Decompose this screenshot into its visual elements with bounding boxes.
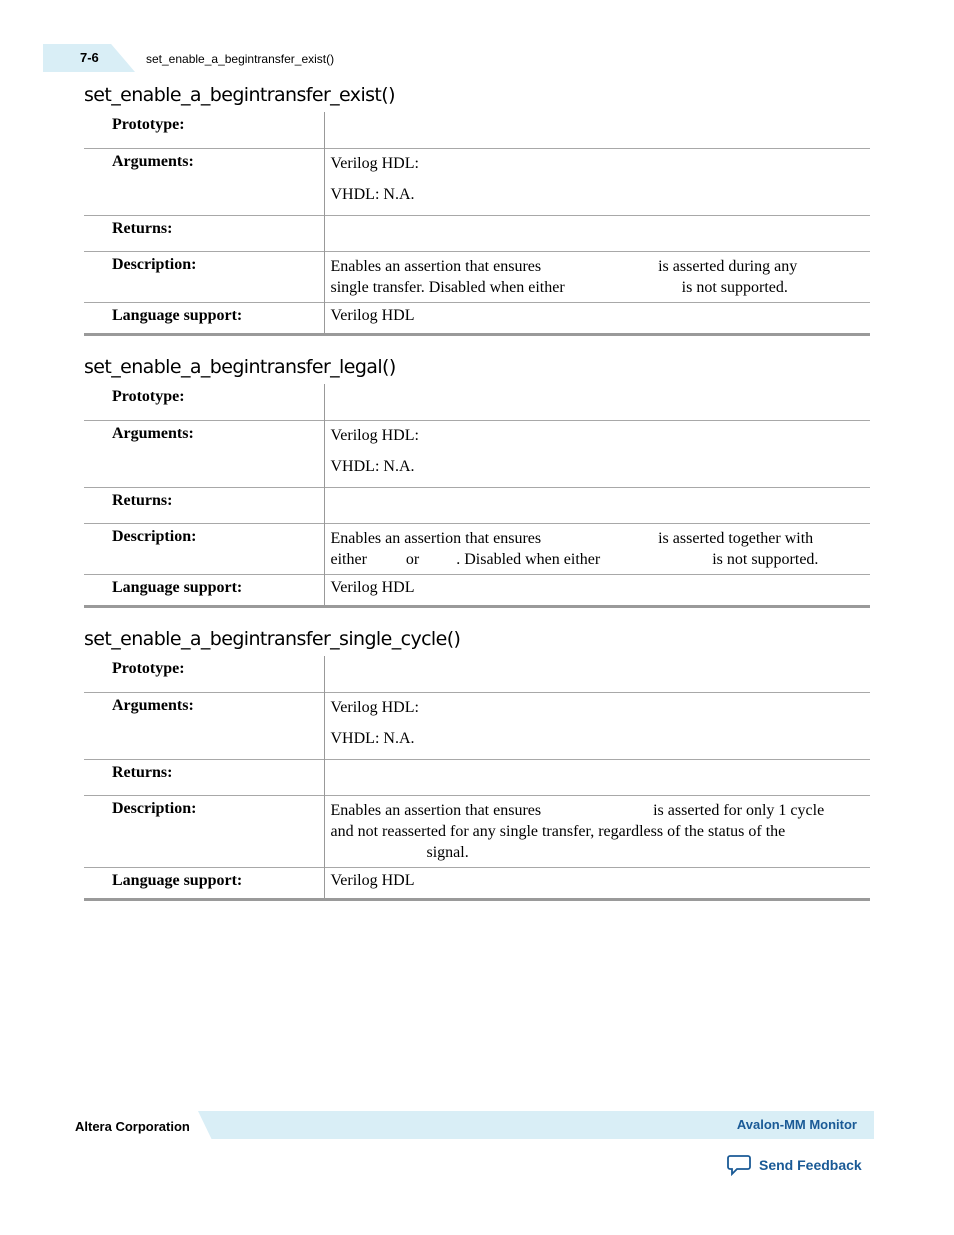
page-number: 7-6 bbox=[80, 50, 99, 65]
arguments-vhdl: VHDL: N.A. bbox=[330, 729, 415, 747]
arguments-label: Arguments: bbox=[112, 152, 194, 170]
description-text: and not reasserted for any single transfer, regardless of the status of the bbox=[330, 822, 786, 840]
arguments-value bbox=[324, 692, 870, 759]
section-begintransfer-legal bbox=[84, 354, 870, 608]
arguments-value bbox=[324, 148, 870, 215]
description-value bbox=[324, 795, 870, 867]
doc-title-link[interactable]: Avalon-MM Monitor bbox=[736, 1117, 857, 1132]
returns-value bbox=[324, 215, 870, 251]
arguments-vhdl: VHDL: N.A. bbox=[330, 457, 415, 475]
speech-bubble-icon bbox=[727, 1154, 751, 1176]
description-text: Enables an assertion that ensures bbox=[330, 257, 542, 275]
prototype-value bbox=[324, 656, 870, 692]
description-label: Description: bbox=[112, 527, 197, 545]
language-value: Verilog HDL bbox=[324, 574, 870, 606]
description-label: Description: bbox=[112, 255, 197, 273]
arguments-label: Arguments: bbox=[112, 696, 194, 714]
arguments-vhdl: VHDL: N.A. bbox=[330, 185, 415, 203]
description-text: is not supported. bbox=[712, 550, 819, 568]
description-text: Enables an assertion that ensures bbox=[330, 801, 542, 819]
section-begintransfer-exist bbox=[84, 82, 870, 336]
description-text: . Disabled when either bbox=[456, 550, 601, 568]
description-text: signal. bbox=[426, 843, 469, 861]
api-table bbox=[84, 656, 870, 901]
description-text: Enables an assertion that ensures bbox=[330, 529, 542, 547]
arguments-verilog: Verilog HDL: bbox=[330, 426, 419, 444]
description-text: is not supported. bbox=[681, 278, 788, 296]
returns-label: Returns: bbox=[112, 219, 173, 237]
returns-value bbox=[324, 759, 870, 795]
arguments-value bbox=[324, 420, 870, 487]
arguments-label: Arguments: bbox=[112, 424, 194, 442]
section-title: set_enable_a_begintransfer_legal() bbox=[84, 356, 396, 378]
running-title: set_enable_a_begintransfer_exist() bbox=[146, 52, 335, 66]
language-value: Verilog HDL bbox=[324, 302, 870, 334]
prototype-value bbox=[324, 384, 870, 420]
description-text: is asserted during any bbox=[658, 257, 798, 275]
arguments-verilog: Verilog HDL: bbox=[330, 698, 419, 716]
returns-label: Returns: bbox=[112, 491, 173, 509]
language-label: Language support: bbox=[112, 871, 243, 889]
prototype-label: Prototype: bbox=[112, 660, 185, 677]
section-title: set_enable_a_begintransfer_single_cycle() bbox=[84, 628, 461, 650]
description-label: Description: bbox=[112, 799, 197, 817]
language-label: Language support: bbox=[112, 578, 243, 596]
arguments-verilog: Verilog HDL: bbox=[330, 154, 419, 172]
company-name: Altera Corporation bbox=[75, 1119, 190, 1134]
returns-label: Returns: bbox=[112, 763, 173, 781]
language-value: Verilog HDL bbox=[324, 867, 870, 899]
description-value bbox=[324, 251, 870, 302]
send-feedback-label: Send Feedback bbox=[759, 1157, 862, 1173]
description-text: is asserted for only 1 cycle bbox=[653, 801, 825, 819]
returns-value bbox=[324, 487, 870, 523]
prototype-label: Prototype: bbox=[112, 116, 185, 133]
language-label: Language support: bbox=[112, 306, 243, 324]
prototype-value bbox=[324, 112, 870, 148]
section-title: set_enable_a_begintransfer_exist() bbox=[84, 84, 395, 106]
api-table bbox=[84, 384, 870, 608]
description-text: single transfer. Disabled when either bbox=[330, 278, 565, 296]
description-text: either bbox=[330, 550, 367, 568]
description-text: is asserted together with bbox=[658, 529, 814, 547]
prototype-label: Prototype: bbox=[112, 388, 185, 405]
description-value bbox=[324, 523, 870, 574]
description-text: or bbox=[405, 550, 420, 568]
send-feedback-link[interactable] bbox=[727, 1154, 862, 1176]
api-table bbox=[84, 112, 870, 336]
section-begintransfer-single-cycle bbox=[84, 626, 870, 901]
